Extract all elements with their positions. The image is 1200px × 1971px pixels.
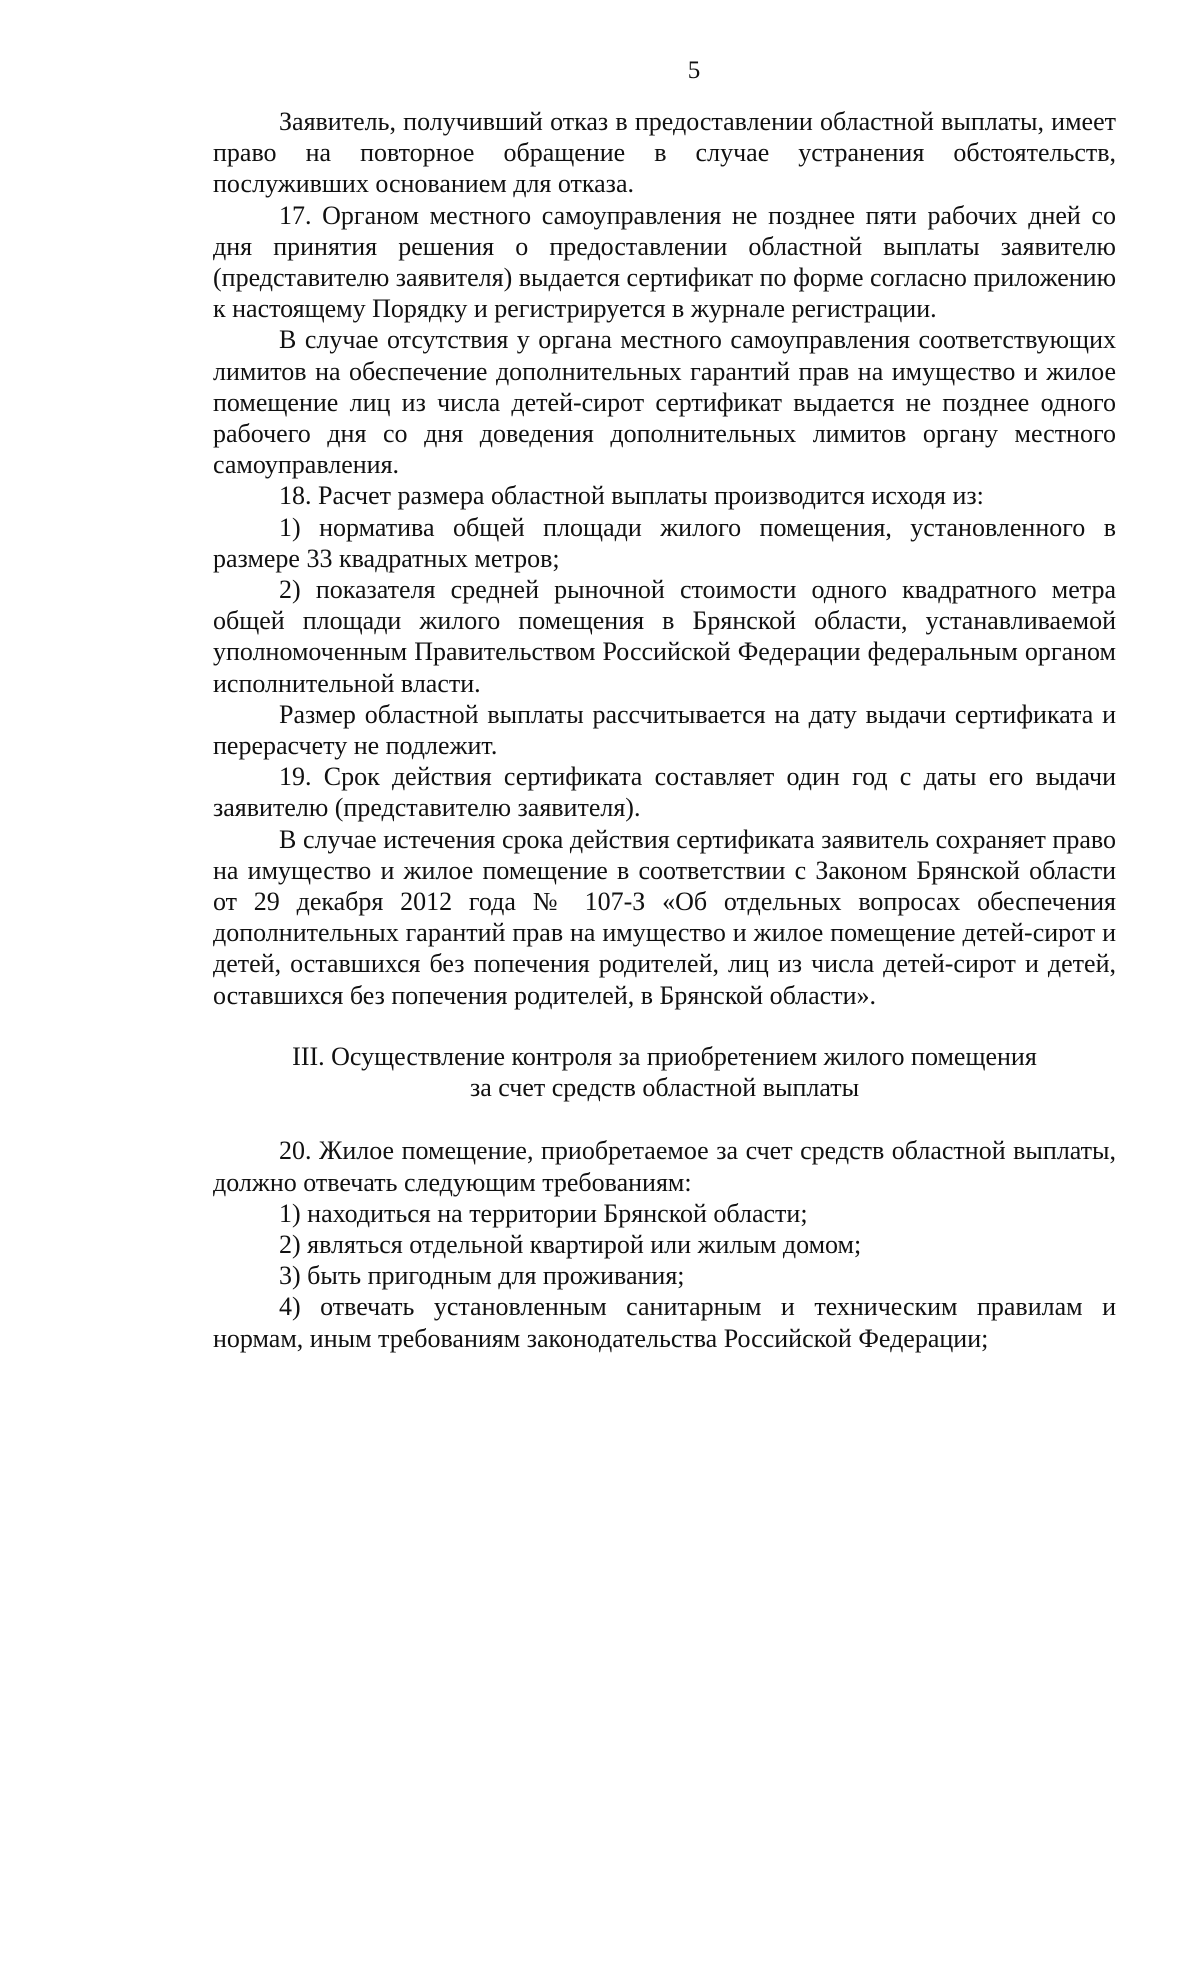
paragraph-item-20: 20. Жилое помещение, приобретаемое за счет средств областной выплаты, должно отвечать следующим требованиям: (213, 1136, 1116, 1197)
paragraph-item-20-sub-3: 3) быть пригодным для проживания; (279, 1261, 685, 1291)
paragraph-item-17: 17. Органом местного самоуправления не позднее пяти рабочих дней со дня принятия решения о предоставлении областной выплаты заявителю (представителю заявителя) выдается сертификат по форме согласно приложению к настоящему Порядку и регистрируется в журнале регистрации. (213, 200, 1116, 324)
section-heading-line-2: за счет средств областной выплаты (469, 1073, 860, 1103)
paragraph-limits-absence: В случае отсутствия у органа местного самоуправления соответствующих лимитов на обеспечение дополнительных гарантий прав на имущество и жилое помещение лиц из числа детей-сирот сертификат выдается не позднее одного рабочего дня со дня доведения дополнительных лимитов органу местного самоуправления. (213, 325, 1116, 480)
paragraph-item-18-sub-1: 1) норматива общей площади жилого помещения, установленного в размере 33 квадратных метров; (213, 512, 1116, 573)
paragraph-item-20-sub-4: 4) отвечать установленным санитарным и техническим правилам и нормам, иным требованиям законодательства Российской Федерации; (213, 1292, 1116, 1353)
paragraph-item-20-sub-1: 1) находиться на территории Брянской области; (279, 1198, 808, 1228)
document-body (213, 106, 1116, 1354)
paragraph-item-20-sub-2: 2) являться отдельной квартирой или жилым домом; (279, 1229, 862, 1259)
section-heading (213, 1041, 1116, 1103)
paragraph-item-18-sub-2: 2) показателя средней рыночной стоимости одного квадратного метра общей площади жилого помещения в Брянской области, устанавливаемой уполномоченным Правительством Российской Федерации федеральным органом исполнительной власти. (213, 575, 1116, 698)
paragraph-applicant-refusal: Заявитель, получивший отказ в предоставлении областной выплаты, имеет право на повторное обращение в случае устранения обстоятельств, послуживших основанием для отказа. (213, 107, 1116, 199)
paragraph-item-18: 18. Расчет размера областной выплаты производится исходя из: (279, 481, 984, 511)
paragraph-payment-size: Размер областной выплаты рассчитывается на дату выдачи сертификата и перерасчету не подлежит. (213, 699, 1116, 761)
paragraph-certificate-expiry: В случае истечения срока действия сертификата заявитель сохраняет право на имущество и жилое помещение в соответствии с Законом Брянской области от 29 декабря 2012 года № 107-З «Об отдельных вопросах обеспечения дополнительных гарантий прав на имущество и жилое помещение детей-сирот и детей, оставшихся без попечения родителей, лиц из числа детей-сирот и детей, оставшихся без попечения родителей, в Брянской области». (213, 824, 1116, 1010)
page-number: 5 (687, 57, 701, 84)
paragraph-item-19: 19. Срок действия сертификата составляет один год с даты его выдачи заявителю (представителю заявителя). (213, 762, 1116, 823)
section-heading-line-1: III. Осуществление контроля за приобретением жилого помещения (292, 1041, 1037, 1071)
